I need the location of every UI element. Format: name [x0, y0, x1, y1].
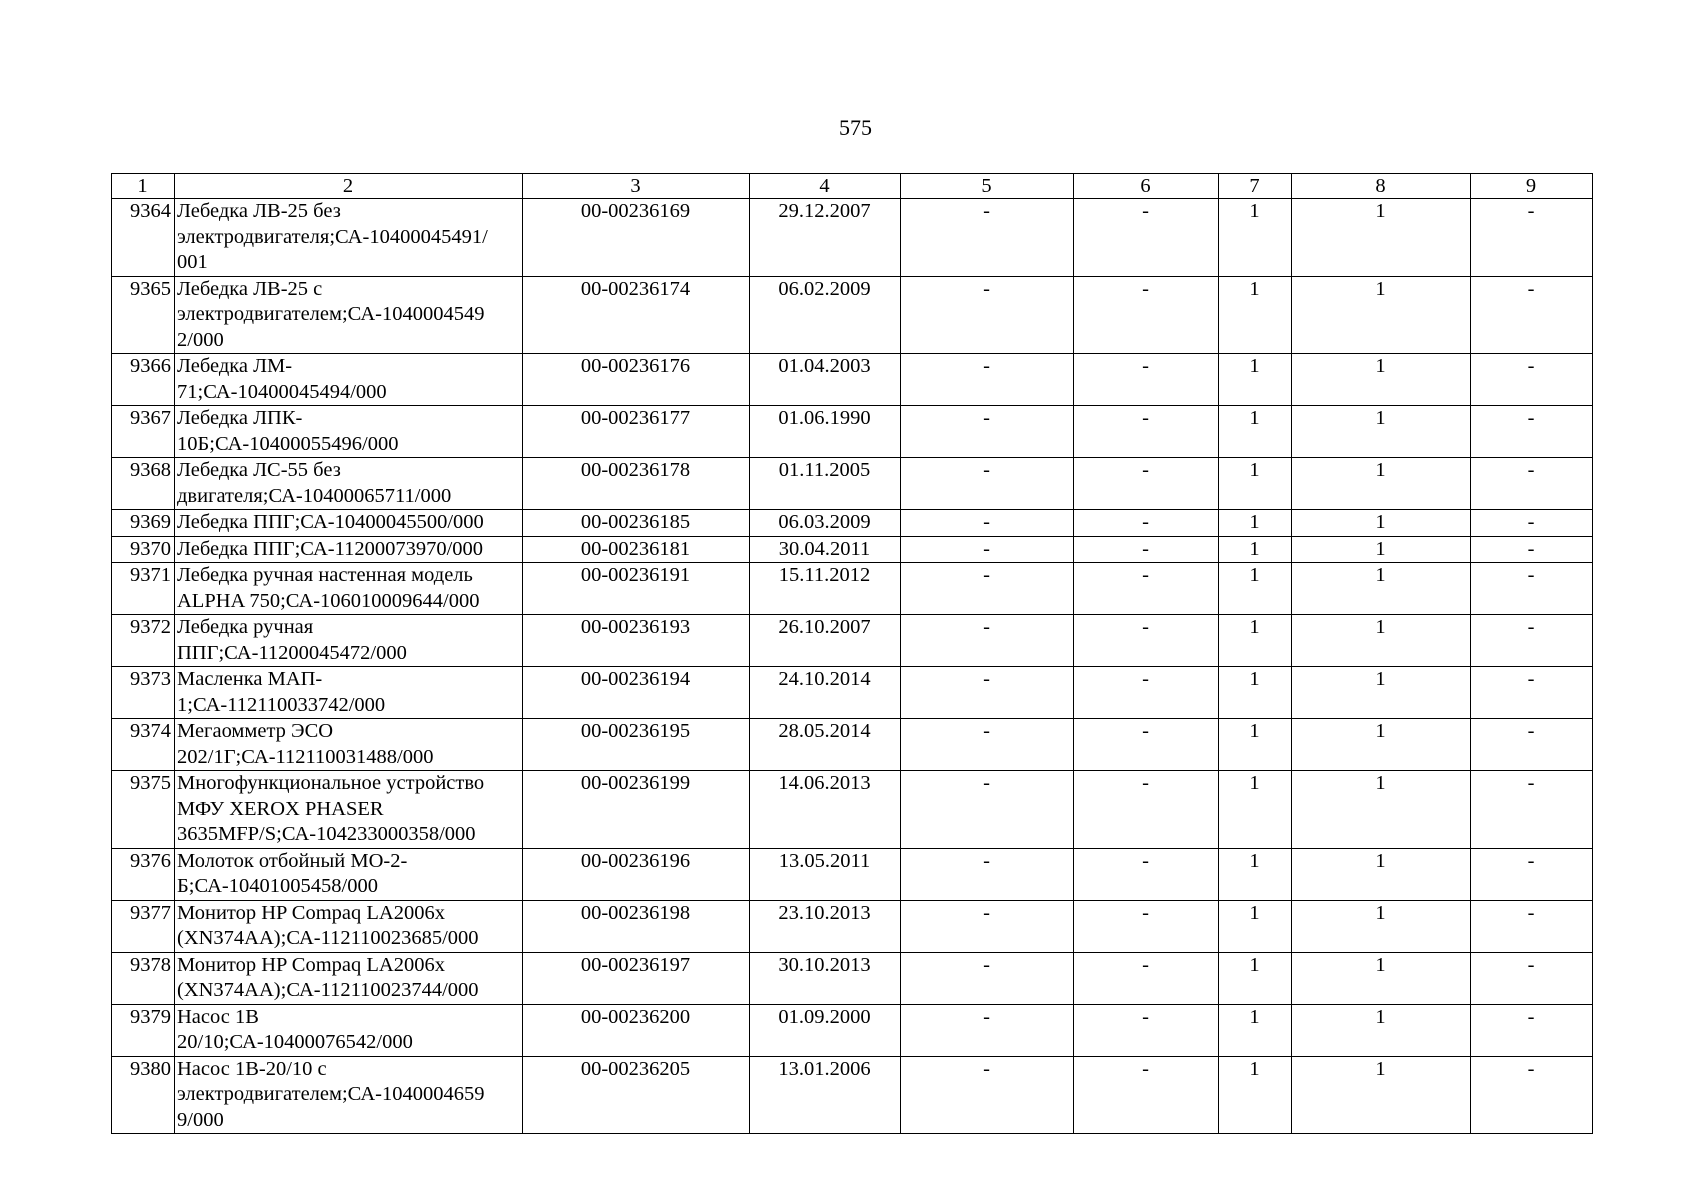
col5-cell: - [901, 719, 1074, 771]
date-cell: 01.09.2000 [750, 1004, 901, 1056]
col6-cell: - [1074, 615, 1219, 667]
col5-cell: - [901, 354, 1074, 406]
col8-cell: 1 [1292, 458, 1471, 510]
date-cell: 28.05.2014 [750, 719, 901, 771]
inventory-code: 00-00236177 [523, 406, 750, 458]
col7-cell: 1 [1219, 667, 1292, 719]
col5-cell: - [901, 771, 1074, 849]
col6-cell: - [1074, 510, 1219, 537]
table-row [112, 771, 1593, 849]
col8-cell: 1 [1292, 563, 1471, 615]
date-cell: 01.04.2003 [750, 354, 901, 406]
column-header: 2 [175, 174, 523, 199]
inventory-code: 00-00236195 [523, 719, 750, 771]
col7-cell: 1 [1219, 510, 1292, 537]
col9-cell: - [1471, 510, 1593, 537]
inventory-code: 00-00236174 [523, 276, 750, 354]
col7-cell: 1 [1219, 771, 1292, 849]
col8-cell: 1 [1292, 536, 1471, 563]
item-name-line: Насос 1В-20/10 с [177, 1057, 327, 1080]
item-name-line: Мегаомметр ЭСО [177, 720, 334, 742]
item-name-line: Лебедка ППГ;СА-11200073970/000 [177, 537, 484, 560]
table-row [112, 354, 1593, 406]
inventory-code: 00-00236169 [523, 199, 750, 277]
col7-cell: 1 [1219, 848, 1292, 900]
item-name [175, 510, 523, 537]
column-header: 9 [1471, 174, 1593, 199]
col8-cell: 1 [1292, 406, 1471, 458]
inventory-code: 00-00236181 [523, 536, 750, 563]
col5-cell: - [901, 199, 1074, 277]
col8-cell: 1 [1292, 615, 1471, 667]
date-cell: 30.10.2013 [750, 952, 901, 1004]
col8-cell: 1 [1292, 900, 1471, 952]
row-number: 9364 [112, 199, 175, 277]
col8-cell: 1 [1292, 771, 1471, 849]
table-row [112, 667, 1593, 719]
col6-cell: - [1074, 1004, 1219, 1056]
registry-table [111, 173, 1593, 1134]
item-name-line: 001 [177, 251, 208, 273]
item-name-line: Масленка МАП- [177, 668, 323, 690]
row-number: 9374 [112, 719, 175, 771]
col7-cell: 1 [1219, 615, 1292, 667]
col9-cell: - [1471, 1056, 1593, 1134]
col7-cell: 1 [1219, 536, 1292, 563]
col8-cell: 1 [1292, 276, 1471, 354]
col8-cell: 1 [1292, 354, 1471, 406]
col6-cell: - [1074, 1056, 1219, 1134]
col7-cell: 1 [1219, 354, 1292, 406]
column-header: 6 [1074, 174, 1219, 199]
col6-cell: - [1074, 848, 1219, 900]
item-name-line: Лебедка ППГ;СА-10400045500/000 [177, 511, 484, 533]
row-number: 9373 [112, 667, 175, 719]
table-row [112, 952, 1593, 1004]
col5-cell: - [901, 458, 1074, 510]
date-cell: 01.11.2005 [750, 458, 901, 510]
item-name-line: Лебедка ЛВ-25 без [177, 200, 341, 222]
date-cell: 06.02.2009 [750, 276, 901, 354]
header-row [112, 174, 1593, 199]
col9-cell: - [1471, 354, 1593, 406]
row-number: 9372 [112, 615, 175, 667]
row-number: 9367 [112, 406, 175, 458]
row-number: 9376 [112, 848, 175, 900]
item-name [175, 406, 523, 458]
date-cell: 01.06.1990 [750, 406, 901, 458]
col5-cell: - [901, 510, 1074, 537]
item-name-line: 2/000 [177, 328, 224, 351]
col5-cell: - [901, 900, 1074, 952]
date-cell: 13.01.2006 [750, 1056, 901, 1134]
col7-cell: 1 [1219, 952, 1292, 1004]
inventory-code: 00-00236185 [523, 510, 750, 537]
item-name-line: электродвигателем;СА-1040004659 [177, 1083, 485, 1105]
item-name-line: Лебедка ЛПК- [177, 407, 303, 429]
item-name-line: (XN374AA);СА-112110023685/000 [177, 927, 479, 949]
col7-cell: 1 [1219, 900, 1292, 952]
item-name [175, 536, 523, 563]
col6-cell: - [1074, 406, 1219, 458]
inventory-code: 00-00236178 [523, 458, 750, 510]
table-row [112, 719, 1593, 771]
item-name-line: Лебедка ЛВ-25 с [177, 277, 323, 300]
col5-cell: - [901, 667, 1074, 719]
item-name-line: Многофункциональное устройство [177, 772, 485, 794]
item-name [175, 563, 523, 615]
inventory-code: 00-00236205 [523, 1056, 750, 1134]
table-row [112, 1056, 1593, 1134]
col8-cell: 1 [1292, 952, 1471, 1004]
col5-cell: - [901, 563, 1074, 615]
inventory-code: 00-00236191 [523, 563, 750, 615]
row-number: 9365 [112, 276, 175, 354]
col8-cell: 1 [1292, 510, 1471, 537]
row-number: 9369 [112, 510, 175, 537]
col9-cell: - [1471, 536, 1593, 563]
column-header: 5 [901, 174, 1074, 199]
col5-cell: - [901, 1056, 1074, 1134]
item-name-line: 202/1Г;СА-112110031488/000 [177, 745, 434, 768]
col5-cell: - [901, 536, 1074, 563]
inventory-code: 00-00236196 [523, 848, 750, 900]
table-body [112, 199, 1593, 1134]
col9-cell: - [1471, 563, 1593, 615]
col5-cell: - [901, 276, 1074, 354]
col6-cell: - [1074, 199, 1219, 277]
inventory-code: 00-00236200 [523, 1004, 750, 1056]
table-row [112, 563, 1593, 615]
col7-cell: 1 [1219, 719, 1292, 771]
col7-cell: 1 [1219, 1004, 1292, 1056]
col7-cell: 1 [1219, 1056, 1292, 1134]
item-name [175, 667, 523, 719]
col7-cell: 1 [1219, 563, 1292, 615]
col9-cell: - [1471, 848, 1593, 900]
col7-cell: 1 [1219, 458, 1292, 510]
col8-cell: 1 [1292, 667, 1471, 719]
date-cell: 06.03.2009 [750, 510, 901, 537]
column-header: 3 [523, 174, 750, 199]
item-name-line: 71;СА-10400045494/000 [177, 380, 387, 403]
col9-cell: - [1471, 900, 1593, 952]
col6-cell: - [1074, 458, 1219, 510]
col9-cell: - [1471, 615, 1593, 667]
item-name [175, 900, 523, 952]
item-name [175, 276, 523, 354]
row-number: 9370 [112, 536, 175, 563]
item-name-line: 1;СА-112110033742/000 [177, 693, 386, 716]
date-cell: 13.05.2011 [750, 848, 901, 900]
item-name-line: 3635MFP/S;СА-104233000358/000 [177, 823, 476, 845]
col5-cell: - [901, 1004, 1074, 1056]
col6-cell: - [1074, 771, 1219, 849]
item-name-line: электродвигателем;СА-1040004549 [177, 303, 485, 325]
col6-cell: - [1074, 952, 1219, 1004]
inventory-code: 00-00236176 [523, 354, 750, 406]
date-cell: 15.11.2012 [750, 563, 901, 615]
row-number: 9378 [112, 952, 175, 1004]
table-row [112, 1004, 1593, 1056]
col6-cell: - [1074, 900, 1219, 952]
item-name-line: 9/000 [177, 1108, 224, 1131]
col7-cell: 1 [1219, 276, 1292, 354]
col6-cell: - [1074, 667, 1219, 719]
col9-cell: - [1471, 276, 1593, 354]
column-header: 7 [1219, 174, 1292, 199]
col9-cell: - [1471, 771, 1593, 849]
col9-cell: - [1471, 1004, 1593, 1056]
row-number: 9379 [112, 1004, 175, 1056]
col7-cell: 1 [1219, 199, 1292, 277]
col8-cell: 1 [1292, 1004, 1471, 1056]
col9-cell: - [1471, 458, 1593, 510]
item-name [175, 1056, 523, 1134]
item-name [175, 771, 523, 849]
row-number: 9375 [112, 771, 175, 849]
item-name-line: Монитор HP Compaq LA2006x [177, 901, 445, 924]
table-row [112, 536, 1593, 563]
date-cell: 30.04.2011 [750, 536, 901, 563]
column-header: 1 [112, 174, 175, 199]
column-header: 4 [750, 174, 901, 199]
item-name-line: Б;СА-10401005458/000 [177, 875, 378, 897]
col6-cell: - [1074, 354, 1219, 406]
item-name-line: двигателя;СА-10400065711/000 [177, 484, 452, 507]
col8-cell: 1 [1292, 1056, 1471, 1134]
col5-cell: - [901, 615, 1074, 667]
item-name [175, 848, 523, 900]
date-cell: 14.06.2013 [750, 771, 901, 849]
col5-cell: - [901, 848, 1074, 900]
table-row [112, 199, 1593, 277]
row-number: 9371 [112, 563, 175, 615]
item-name-line: МФУ XEROX PHASER [177, 797, 384, 820]
col7-cell: 1 [1219, 406, 1292, 458]
item-name-line: Лебедка ручная [177, 616, 314, 638]
date-cell: 29.12.2007 [750, 199, 901, 277]
col8-cell: 1 [1292, 848, 1471, 900]
table-row [112, 406, 1593, 458]
item-name-line: ППГ;СА-11200045472/000 [177, 641, 407, 664]
table-row [112, 900, 1593, 952]
item-name-line: Лебедка ЛМ- [177, 355, 293, 377]
col8-cell: 1 [1292, 719, 1471, 771]
item-name-line: Монитор HP Compaq LA2006x [177, 953, 445, 976]
col6-cell: - [1074, 536, 1219, 563]
table-row [112, 848, 1593, 900]
item-name-line: Молоток отбойный МО-2- [177, 849, 408, 872]
row-number: 9380 [112, 1056, 175, 1134]
item-name-line: электродвигателя;СА-10400045491/ [177, 225, 488, 248]
item-name-line: Лебедка ЛС-55 без [177, 459, 341, 481]
col5-cell: - [901, 406, 1074, 458]
item-name [175, 199, 523, 277]
item-name [175, 458, 523, 510]
col9-cell: - [1471, 406, 1593, 458]
col5-cell: - [901, 952, 1074, 1004]
item-name [175, 719, 523, 771]
col8-cell: 1 [1292, 199, 1471, 277]
item-name [175, 952, 523, 1004]
inventory-code: 00-00236193 [523, 615, 750, 667]
col6-cell: - [1074, 563, 1219, 615]
item-name [175, 354, 523, 406]
col9-cell: - [1471, 952, 1593, 1004]
row-number: 9377 [112, 900, 175, 952]
col9-cell: - [1471, 667, 1593, 719]
item-name-line: 20/10;СА-10400076542/000 [177, 1031, 413, 1053]
column-header: 8 [1292, 174, 1471, 199]
item-name-line: (XN374AA);СА-112110023744/000 [177, 979, 479, 1001]
item-name-line: 10Б;СА-10400055496/000 [177, 432, 399, 455]
table-row [112, 276, 1593, 354]
inventory-code: 00-00236198 [523, 900, 750, 952]
col9-cell: - [1471, 719, 1593, 771]
table-row [112, 458, 1593, 510]
col6-cell: - [1074, 719, 1219, 771]
table-row [112, 510, 1593, 537]
inventory-code: 00-00236194 [523, 667, 750, 719]
item-name [175, 615, 523, 667]
date-cell: 24.10.2014 [750, 667, 901, 719]
item-name-line: Насос 1В [177, 1005, 259, 1028]
row-number: 9366 [112, 354, 175, 406]
row-number: 9368 [112, 458, 175, 510]
date-cell: 26.10.2007 [750, 615, 901, 667]
table-row [112, 615, 1593, 667]
item-name-line: ALPHA 750;СА-106010009644/000 [177, 589, 480, 612]
item-name [175, 1004, 523, 1056]
date-cell: 23.10.2013 [750, 900, 901, 952]
item-name-line: Лебедка ручная настенная модель [177, 564, 473, 586]
inventory-code: 00-00236197 [523, 952, 750, 1004]
col9-cell: - [1471, 199, 1593, 277]
page-number: 575 [839, 115, 872, 140]
inventory-code: 00-00236199 [523, 771, 750, 849]
col6-cell: - [1074, 276, 1219, 354]
